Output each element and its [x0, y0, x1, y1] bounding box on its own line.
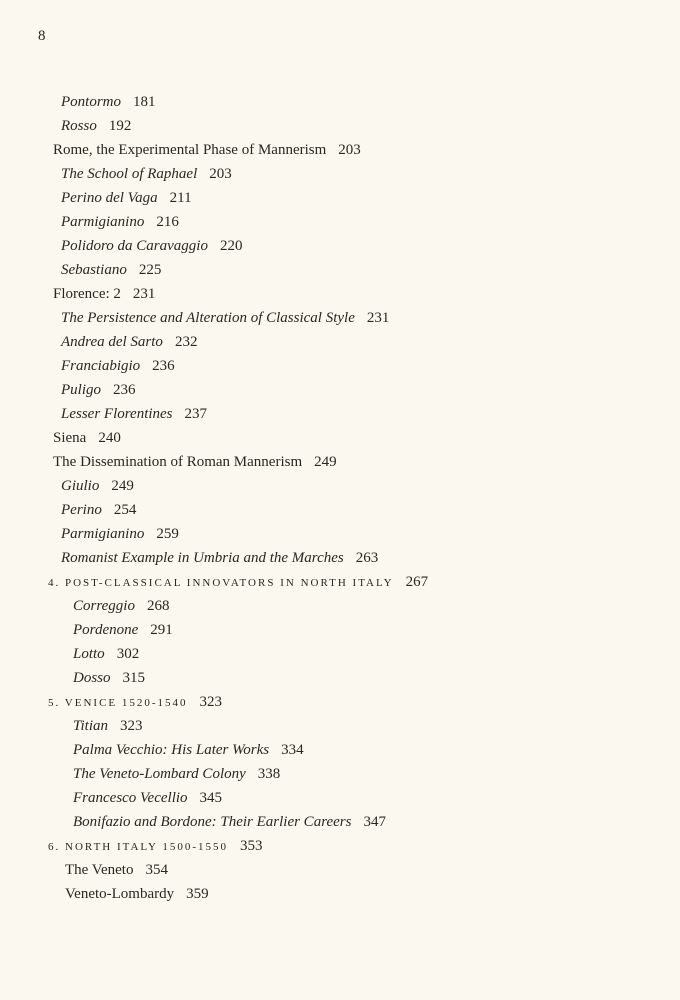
entry-page: 315 — [122, 670, 146, 686]
entry-page: 345 — [199, 790, 223, 806]
entry-title: Franciabigio — [61, 358, 141, 374]
chapter-title: 6. NORTH ITALY 1500-1550 — [48, 841, 228, 853]
toc-entry — [73, 620, 173, 640]
entry-title: Pontormo — [61, 94, 121, 110]
entry-title: Lesser Florentines — [61, 406, 173, 422]
toc-entry — [73, 644, 139, 664]
toc-entry — [53, 140, 361, 160]
entry-page: 231 — [366, 310, 390, 326]
toc-chapter — [48, 692, 222, 713]
entry-title: Bonifazio and Bordone: Their Earlier Careers — [73, 814, 352, 830]
entry-title: Giulio — [61, 478, 100, 494]
page-number: 8 — [38, 28, 46, 44]
entry-title: Sebastiano — [61, 262, 127, 278]
entry-page: 254 — [113, 502, 137, 518]
toc-entry — [73, 596, 169, 616]
entry-page: 354 — [145, 862, 168, 878]
entry-page: 259 — [156, 526, 179, 542]
entry-page: 220 — [219, 238, 243, 254]
entry-page: 236 — [152, 358, 175, 374]
toc-entry — [61, 404, 207, 424]
entry-title: Veneto-Lombardy — [65, 886, 175, 902]
entry-page: 203 — [338, 142, 361, 158]
entry-page: 211 — [169, 190, 192, 206]
entry-title: Andrea del Sarto — [61, 334, 163, 350]
entry-title: The Veneto-Lombard Colony — [73, 766, 246, 782]
toc-entry — [73, 812, 386, 832]
entry-page: 334 — [281, 742, 304, 758]
entry-title: Parmigianino — [61, 526, 145, 542]
entry-title: Correggio — [73, 598, 135, 614]
chapter-title: 5. VENICE 1520-1540 — [48, 697, 188, 709]
entry-title: Romanist Example in Umbria and the Marches — [61, 550, 344, 566]
toc-chapter — [48, 836, 263, 857]
entry-page: 232 — [174, 334, 198, 350]
chapter-page: 323 — [199, 694, 223, 710]
entry-page: 240 — [98, 430, 121, 446]
toc-entry — [61, 164, 232, 184]
toc-entry — [61, 332, 197, 352]
entry-page: 338 — [257, 766, 281, 782]
entry-title: Palma Vecchio: His Later Works — [73, 742, 270, 758]
chapter-page: 353 — [240, 838, 263, 854]
toc-entry — [73, 788, 222, 808]
entry-title: Rosso — [61, 118, 97, 134]
toc-entry — [65, 884, 209, 904]
toc-entry — [61, 92, 156, 112]
entry-title: Pordenone — [73, 622, 139, 638]
toc-entry — [61, 500, 136, 520]
toc-entry — [61, 548, 378, 568]
entry-page: 291 — [150, 622, 173, 638]
toc-entry — [61, 188, 192, 208]
entry-page: 216 — [156, 214, 179, 230]
entry-page: 237 — [184, 406, 208, 422]
entry-page: 231 — [132, 286, 156, 302]
entry-page: 236 — [113, 382, 136, 398]
entry-page: 359 — [186, 886, 209, 902]
entry-title: Dosso — [73, 670, 111, 686]
entry-page: 263 — [355, 550, 379, 566]
toc-entry — [61, 308, 389, 328]
entry-title: Parmigianino — [61, 214, 145, 230]
entry-title: The School of Raphael — [61, 166, 198, 182]
entry-page: 225 — [138, 262, 162, 278]
entry-page: 249 — [314, 454, 337, 470]
entry-title: Francesco Vecellio — [73, 790, 188, 806]
toc-entry — [53, 284, 155, 304]
entry-page: 302 — [116, 646, 140, 662]
toc-entry — [61, 476, 134, 496]
toc-entry — [61, 380, 136, 400]
entry-title: Perino del Vaga — [61, 190, 158, 206]
entry-page: 203 — [209, 166, 232, 182]
entry-title: Puligo — [61, 382, 101, 398]
toc-entry — [73, 740, 304, 760]
entry-page: 249 — [111, 478, 134, 494]
toc-entry — [61, 212, 179, 232]
entry-title: Polidoro da Caravaggio — [61, 238, 208, 254]
entry-title: Lotto — [73, 646, 105, 662]
toc-entry — [73, 764, 280, 784]
toc-entry — [73, 716, 143, 736]
entry-page: 323 — [120, 718, 143, 734]
entry-page: 192 — [108, 118, 132, 134]
toc-entry — [61, 524, 179, 544]
entry-title: Florence: 2 — [53, 286, 121, 302]
entry-title: Titian — [73, 718, 109, 734]
toc-entry — [61, 236, 242, 256]
entry-page: 347 — [363, 814, 386, 830]
toc-entry — [65, 860, 168, 880]
toc-entry — [53, 452, 337, 472]
chapter-page: 267 — [405, 574, 429, 590]
chapter-title: 4. POST-CLASSICAL INNOVATORS IN NORTH ITALY — [48, 577, 394, 589]
toc-entry — [61, 260, 161, 280]
toc-entry — [53, 428, 121, 448]
entry-title: The Veneto — [65, 862, 134, 878]
toc-chapter — [48, 572, 428, 593]
entry-title: Siena — [53, 430, 87, 446]
toc-entry — [61, 356, 175, 376]
toc-entry — [73, 668, 145, 688]
entry-title: Rome, the Experimental Phase of Mannerism — [53, 142, 327, 158]
entry-title: Perino — [61, 502, 102, 518]
entry-page: 181 — [133, 94, 156, 110]
entry-title: The Persistence and Alteration of Classical Style — [61, 310, 355, 326]
entry-title: The Dissemination of Roman Mannerism — [53, 454, 303, 470]
entry-page: 268 — [146, 598, 170, 614]
toc-entry — [61, 116, 131, 136]
